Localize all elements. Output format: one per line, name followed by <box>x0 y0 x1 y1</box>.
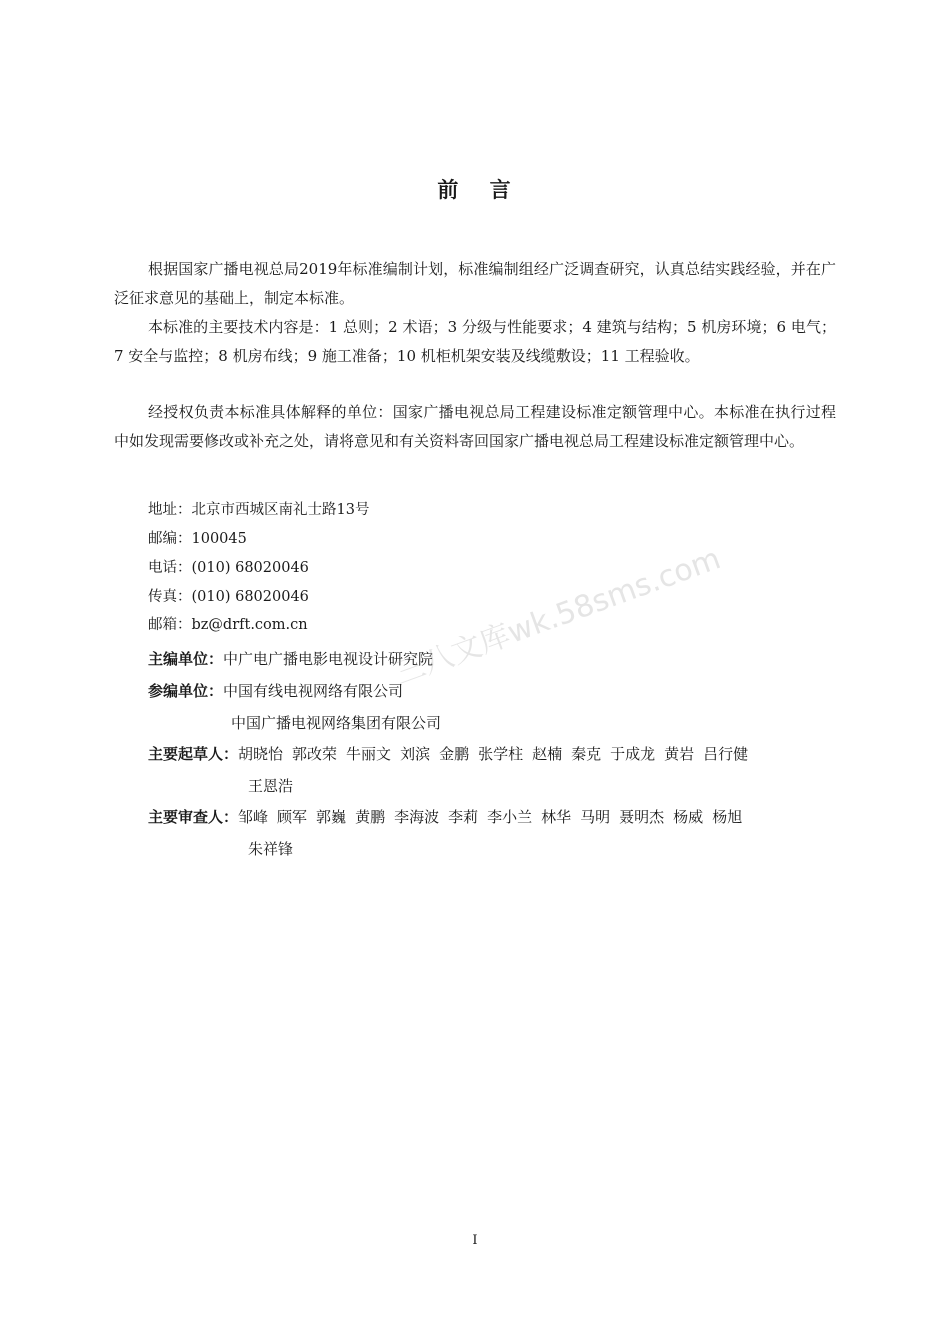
person-name: 杨威 <box>673 808 704 826</box>
person-name: 马明 <box>580 808 611 826</box>
contact-fax: 传真：(010) 68020046 <box>148 589 309 605</box>
drafters-label: 主要起草人： <box>148 745 239 763</box>
page-number: I <box>472 1233 478 1248</box>
person-name: 金鹏 <box>439 745 470 763</box>
drafters-list <box>238 745 757 763</box>
person-name: 张学柱 <box>478 745 524 763</box>
person-name: 李小兰 <box>487 808 533 826</box>
person-name: 李莉 <box>448 808 479 826</box>
person-name: 郭改荣 <box>292 745 338 763</box>
watermark: 三八文库wk.58sms.com <box>390 541 726 692</box>
person-name: 杨旭 <box>712 808 743 826</box>
person-name: 于成龙 <box>610 745 656 763</box>
reviewers-list <box>238 808 751 826</box>
person-name: 赵楠 <box>532 745 563 763</box>
reviewers-list-2 <box>248 833 302 865</box>
chief-unit-label: 主编单位： <box>148 650 224 668</box>
person-name: 刘滨 <box>400 745 431 763</box>
person-name: 林华 <box>541 808 572 826</box>
person-name: 李海波 <box>394 808 440 826</box>
contact-postcode: 邮编：100045 <box>148 531 247 547</box>
person-name: 郭巍 <box>316 808 347 826</box>
participating-units-row-2 <box>231 707 441 739</box>
person-name: 秦克 <box>571 745 602 763</box>
drafters-row <box>148 738 757 770</box>
reviewers-row <box>148 801 751 833</box>
chief-unit-value: 中广电广播电影电视设计研究院 <box>223 650 434 668</box>
contact-email: 邮箱：bz@drft.com.cn <box>148 617 308 633</box>
participating-unit: 中国广播电视网络集团有限公司 <box>231 714 442 732</box>
participating-unit: 中国有线电视网络有限公司 <box>223 682 404 700</box>
page-title: 前 言 <box>437 178 513 202</box>
participating-units-label: 参编单位： <box>148 682 224 700</box>
person-name: 王恩浩 <box>248 777 294 795</box>
drafters-list-2 <box>248 770 302 802</box>
person-name: 邹峰 <box>238 808 269 826</box>
person-name: 黄岩 <box>664 745 695 763</box>
person-name: 聂明杰 <box>619 808 665 826</box>
person-name: 黄鹏 <box>355 808 386 826</box>
paragraph-interpretation: 经授权负责本标准具体解释的单位：国家广播电视总局工程建设标准定额管理中心。本标准在执行过程中如发现需要修改或补充之处，请将意见和有关资料寄回国家广播电视总局工程建设标准定额管理中心。 <box>114 403 836 450</box>
person-name: 吕行健 <box>703 745 749 763</box>
person-name: 顾军 <box>277 808 308 826</box>
person-name: 胡晓怡 <box>238 745 284 763</box>
participating-units-row <box>148 675 403 707</box>
person-name: 朱祥锋 <box>248 840 294 858</box>
person-name: 牛丽文 <box>346 745 392 763</box>
paragraph-contents: 本标准的主要技术内容是：1 总则；2 术语；3 分级与性能要求；4 建筑与结构；5 机房环境；6 电气；7 安全与监控；8 机房布线；9 施工准备；10 机柜机架安装及线缆敷设；11 工程验收。 <box>114 318 836 365</box>
contact-phone: 电话：(010) 68020046 <box>148 560 309 576</box>
contact-address: 地址：北京市西城区南礼士路13号 <box>148 502 370 518</box>
reviewers-label: 主要审查人： <box>148 808 239 826</box>
paragraph-basis: 根据国家广播电视总局2019年标准编制计划，标准编制组经广泛调查研究，认真总结实践经验，并在广泛征求意见的基础上，制定本标准。 <box>114 260 836 307</box>
